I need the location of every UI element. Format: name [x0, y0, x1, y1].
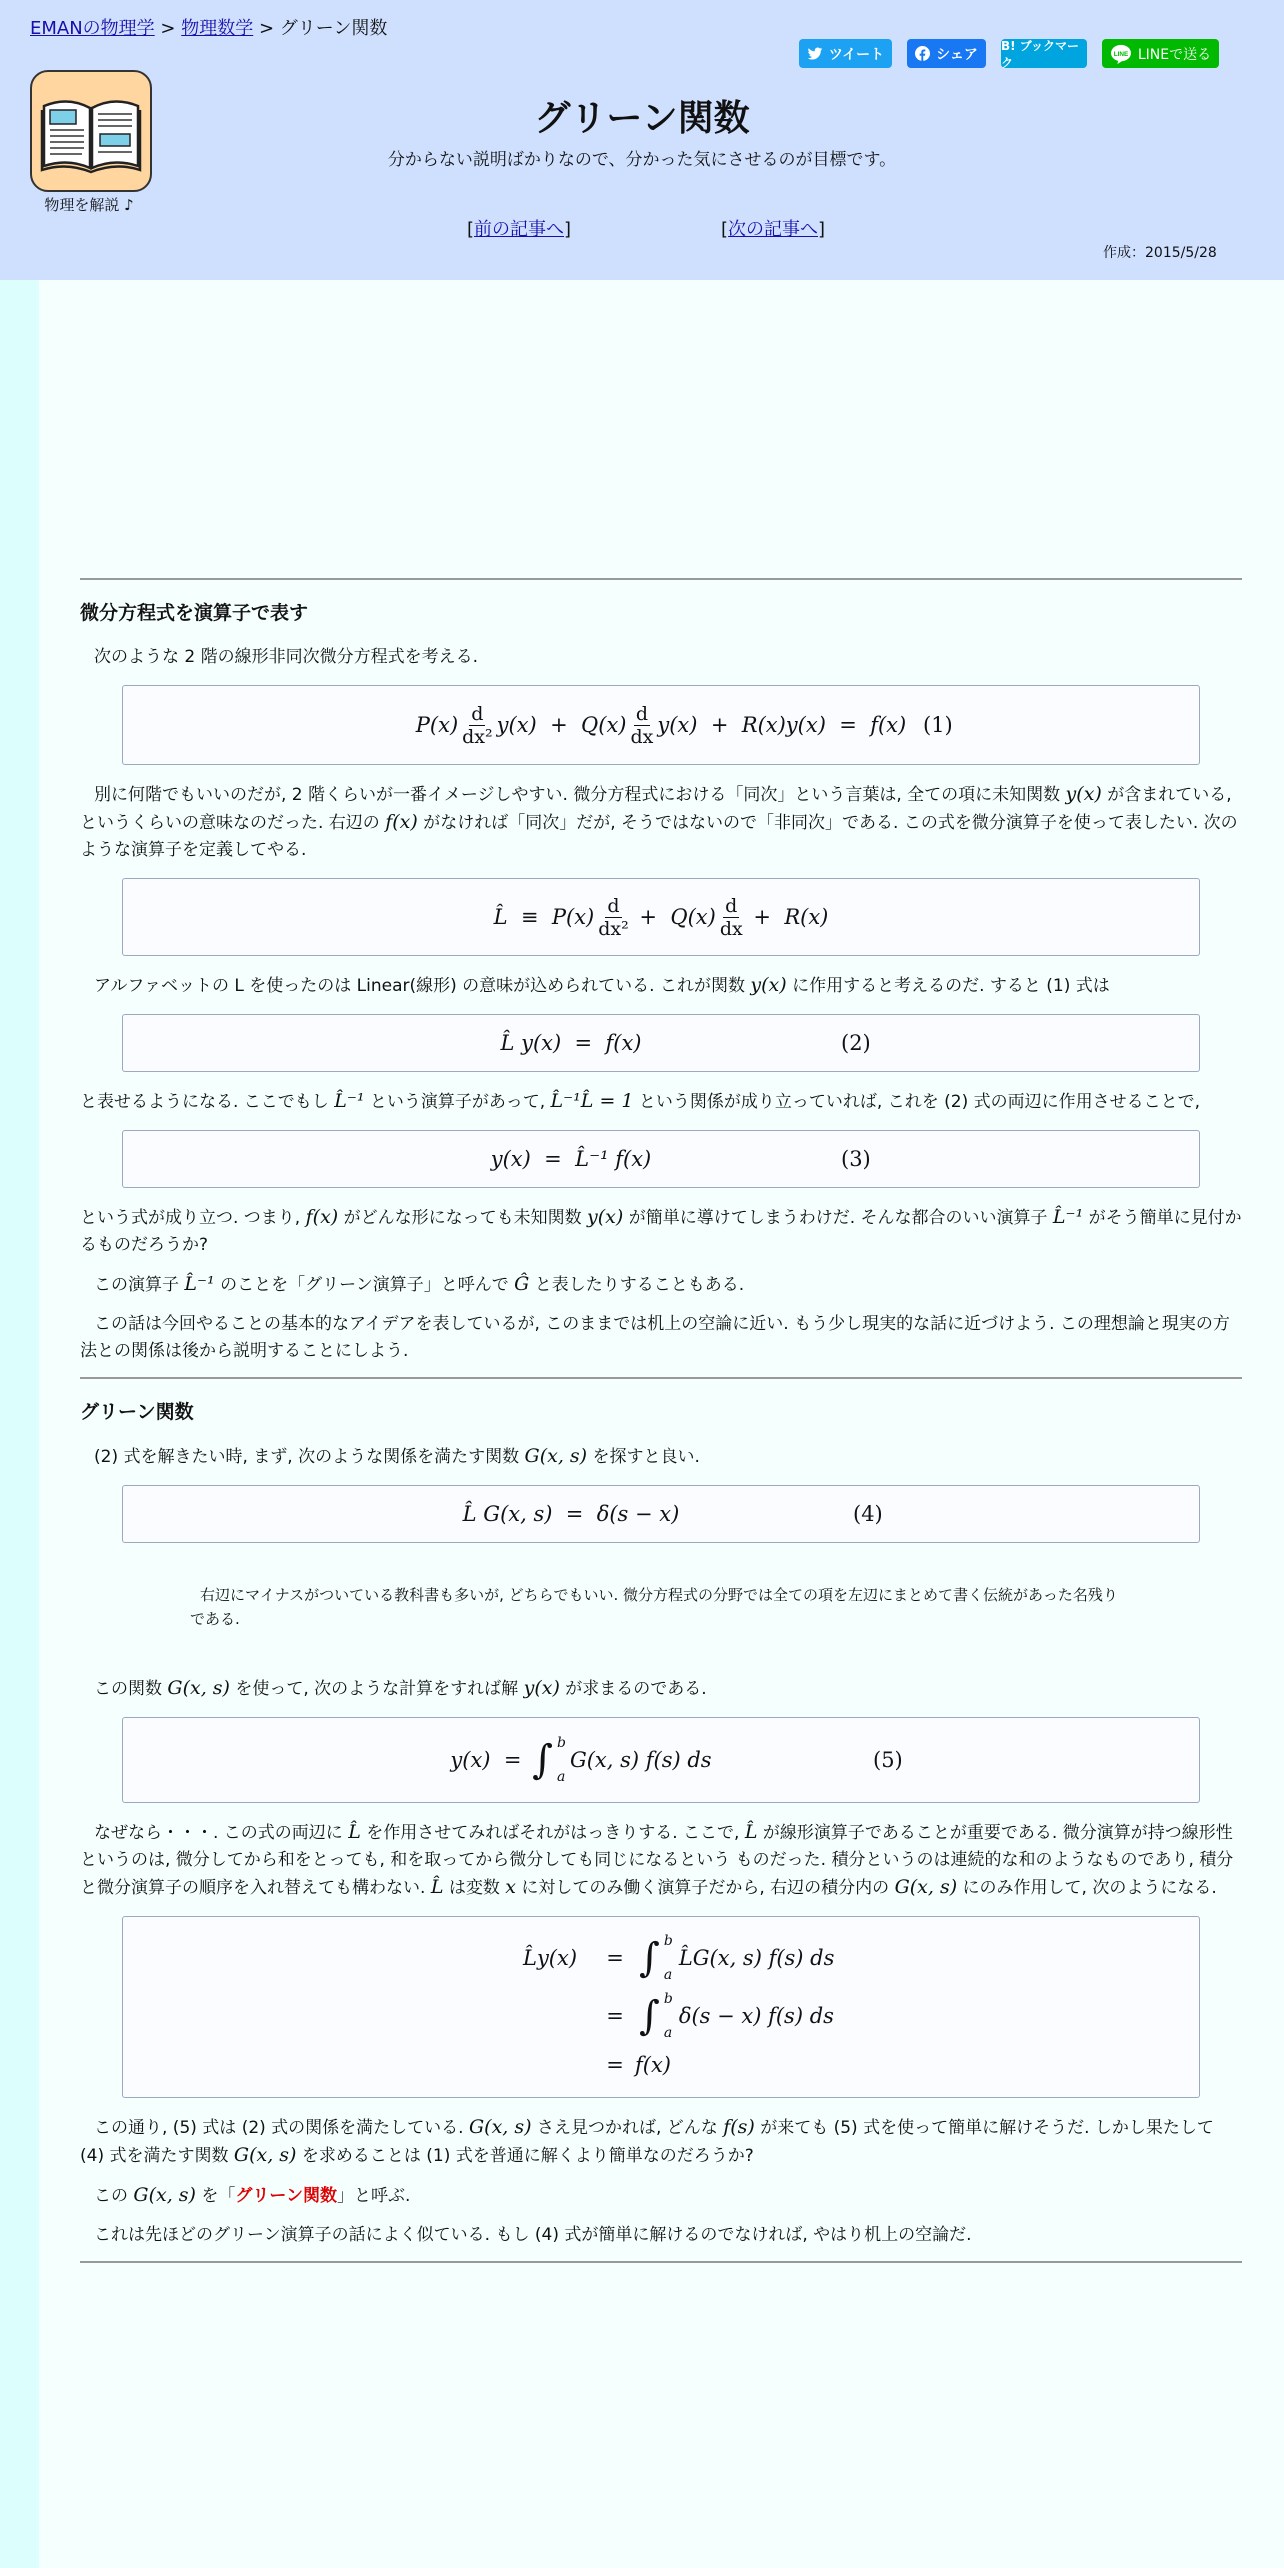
paragraph: 次のような 2 階の線形非同次微分方程式を考える. — [94, 647, 479, 667]
equation-5: y(x) = ∫ b a G(x, s) f(s) ds (5) — [122, 1717, 1200, 1803]
next-article-link[interactable]: 次の記事へ — [728, 219, 819, 240]
paragraph: という式が成り立つ. つまり, f(x) がどんな形になっても未知関数 y(x) が簡単に導けてしまうわけだ. そんな都合のいい演算子 L̂⁻¹ がそう簡単に見付かるものだろうか? — [80, 1206, 1242, 1255]
operator-definition-equation: L̂ ≡ P(x) d dx² + Q(x) d dx + R(x) — [122, 878, 1200, 956]
highlighted-term: グリーン関数 — [235, 2186, 338, 2206]
hatena-bookmark-label: B! ブックマーク — [1001, 38, 1079, 70]
breadcrumb — [30, 14, 387, 40]
next-article-nav: [次の記事へ] — [721, 219, 826, 240]
breadcrumb-separator: > — [154, 18, 182, 39]
section-divider — [80, 1377, 1242, 1379]
paragraph: この話は今回やることの基本的なアイデアを表しているが, このままでは机上の空論に近い. もう少し現実的な話に近づけよう. この理想論と現実の方法との関係は後から説明することにしよう. — [80, 1314, 1230, 1361]
tweet-button[interactable] — [799, 39, 892, 68]
paragraph: この演算子 L̂⁻¹ のことを「グリーン演算子」と呼んで Ĝ と表したりすることもある. — [94, 1273, 745, 1295]
tweet-label: ツイート — [828, 46, 885, 63]
svg-text:LINE: LINE — [1113, 50, 1129, 58]
facebook-share-label: シェア — [936, 46, 978, 63]
paragraph: 別に何階でもいいのだが, 2 階くらいが一番イメージしやすい. 微分方程式における「同次」という言葉は, 全ての項に未知関数 y(x) が含まれている, というくらいの意味なのだった. 右辺の f(x) がなければ「同次」だが, そうではないので「非同次」である. この式を微分演算子を使って表したい. 次のような演算子を定義してやる. — [80, 783, 1238, 860]
section-heading: 微分方程式を演算子で表す — [80, 602, 309, 624]
prev-article-nav: [前の記事へ] — [467, 219, 572, 240]
page-subtitle: 分からない説明ばかりなので、分かった気にさせるのが目標です。 — [387, 150, 897, 170]
created-date: 作成：2015/5/28 — [1103, 245, 1217, 261]
equation-number: (3) — [841, 1146, 871, 1171]
left-sidebar-strip — [0, 280, 39, 2568]
paragraph: この通り, (5) 式は (2) 式の関係を満たしている. G(x, s) さえ見つかれば, どんな f(s) が来ても (5) 式を使って簡単に解けそうだ. しかし果たして (4) 式を満たす関数 G(x, s) を求めることは (1) 式を普通に解くより簡単なのだろうか? — [80, 2116, 1214, 2166]
section-heading: グリーン関数 — [80, 1401, 194, 1423]
paragraph: アルファベットの L を使ったのは Linear(線形) の意味が込められている. これが関数 y(x) に作用すると考えるのだ. すると (1) 式は — [94, 974, 1110, 996]
breadcrumb-home-link[interactable]: EMANの物理学 — [30, 18, 155, 39]
hatena-bookmark-button[interactable] — [1001, 39, 1087, 68]
line-icon — [1110, 44, 1132, 64]
derivation-equation: L̂y(x) = ∫ b a L̂G(x, s) f(s) ds = ∫ b a δ(s − x) f(s) ds = f(x) — [122, 1916, 1200, 2098]
section-divider — [80, 2261, 1242, 2263]
logo-caption: 物理を解説 ♪ — [44, 196, 134, 214]
equation-number: (5) — [873, 1747, 903, 1772]
page-title: グリーン関数 — [534, 98, 750, 139]
paragraph: この関数 G(x, s) を使って, 次のような計算をすれば解 y(x) が求まるのである. — [94, 1677, 707, 1699]
footnote: 右辺にマイナスがついている教科書も多いが, どちらでもいい. 微分方程式の分野では全ての項を左辺にまとめて書く伝統があった名残りである. — [190, 1586, 1118, 1628]
paragraph: なぜなら・・・. この式の両辺に L̂ を作用させてみればそれがはっきりする. ここで, L̂ が線形演算子であることが重要である. 微分演算が持つ線形性というのは, 微分してから和をとっても, 和を取ってから微分しても同じになるという ものだった. 積分というのは連続的な和のようなものであり, 積分と微分演算子の順序を入れ替えても構わない. L̂ は変数 x に対してのみ働く演算子だから, 右辺の積分内の G(x, s) にのみ作用して, 次のようになる. — [80, 1821, 1234, 1898]
equation-4: L̂ G(x, s) = δ(s − x) (4) — [122, 1485, 1200, 1543]
equation-3: y(x) = L̂⁻¹ f(x) (3) — [122, 1130, 1200, 1188]
line-share-button[interactable] — [1102, 39, 1219, 68]
paragraph: この G(x, s) を「グリーン関数」と呼ぶ. — [94, 2184, 411, 2206]
breadcrumb-separator: > — [253, 18, 280, 39]
paragraph: これは先ほどのグリーン演算子の話によく似ている. もし (4) 式が簡単に解けるのでなければ, やはり机上の空論だ. — [94, 2225, 972, 2245]
facebook-share-button[interactable] — [907, 39, 986, 68]
twitter-bird-icon — [807, 47, 823, 61]
article-body — [80, 578, 1242, 2281]
line-share-label: LINEで送る — [1137, 46, 1212, 63]
paragraph: (2) 式を解きたい時, まず, 次のような関係を満たす関数 G(x, s) を探すと良い. — [94, 1445, 700, 1467]
paragraph: と表せるようになる. ここでもし L̂⁻¹ という演算子があって, L̂⁻¹L̂ = 1 という関係が成り立っていれば, これを (2) 式の両辺に作用させることで, — [80, 1090, 1201, 1112]
equation-number: (1) — [923, 712, 953, 737]
page-header — [0, 0, 1284, 280]
equation-1: P(x) d dx² y(x) + Q(x) d dx y(x) + R(x)y(x) = f(x) (1) — [122, 685, 1200, 765]
equation-number: (2) — [841, 1030, 871, 1055]
breadcrumb-section-link[interactable]: 物理数学 — [181, 18, 254, 39]
prev-article-link[interactable]: 前の記事へ — [474, 219, 565, 240]
section-divider — [80, 578, 1242, 580]
equation-2: L̂ y(x) = f(x) (2) — [122, 1014, 1200, 1072]
breadcrumb-current: グリーン関数 — [279, 18, 388, 39]
facebook-icon — [915, 46, 930, 61]
equation-number: (4) — [853, 1501, 883, 1526]
